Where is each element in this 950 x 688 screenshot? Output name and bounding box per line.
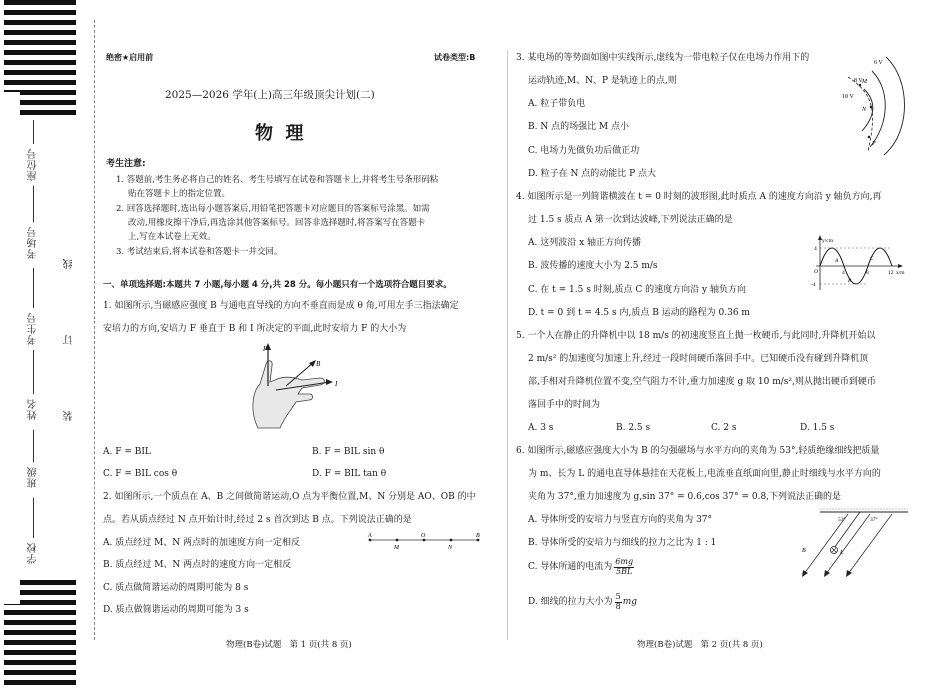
seat-line: [33, 120, 34, 144]
pt-m-label: M: [862, 79, 867, 85]
q1-stem: 1. 如图所示,当磁感应强度 B 与通电直导线的方向不垂直而是成 θ 角,可用左手三指法确定: [103, 301, 459, 311]
q6-d-suffix: mg: [622, 596, 638, 607]
left-hand-figure: [236, 342, 344, 430]
wave-yn4: -4: [811, 282, 816, 288]
pt-n-label: N: [862, 107, 867, 113]
section-heading: 一、单项选择题:本题共 7 小题,每小题 4 分,共 28 分。每小题只有一个选项符合题目要求。: [103, 280, 452, 290]
binding-field-area: [20, 120, 76, 580]
q5-option-c: C. 2 s: [711, 423, 737, 433]
pt-a: A: [368, 533, 372, 539]
pt-o: O: [421, 533, 426, 539]
cut-line: [94, 20, 95, 640]
q4-stem: 过 1.5 s 质点 A 第一次到达波峰,下列说法正确的是: [528, 215, 733, 225]
seat-label: 座位号: [28, 148, 39, 181]
q3-option-a: A. 粒子带负电: [528, 99, 586, 109]
page1-footer: 物理(B卷)试题 第 1 页(共 8 页): [226, 640, 352, 650]
equipotential-figure: [838, 55, 918, 157]
wave-xlabel: x/m: [896, 270, 905, 276]
q6-option-c: [528, 558, 634, 577]
pt-p-label: P: [872, 141, 876, 147]
q2-stem: 点。若从质点经过 N 点开始计时,经过 2 s 首次到达 B 点。下列说法正确的是: [103, 515, 412, 525]
wave-x4: 4: [842, 270, 845, 276]
q2-option-d: D. 质点做简谐运动的周期可能为 3 s: [103, 605, 249, 615]
name-label: 姓名: [28, 398, 39, 420]
q5-option-b: B. 2.5 s: [616, 423, 651, 433]
q6-c-fraction: [614, 558, 634, 577]
q3-stem: 运动轨迹,M、N、P 是轨迹上的点,则: [528, 76, 677, 86]
q6-d-prefix: D. 细线的拉力大小为: [528, 596, 613, 607]
q4-option-d: D. t = 0 到 t = 4.5 s 内,质点 B 运动的路程为 0.36 m: [528, 308, 750, 318]
q6-option-d: [528, 593, 637, 612]
notice-line: 1. 答题前,考生务必将自己的姓名、考生号填写在试卷和答题卡上,并将考生号条形码粘: [116, 175, 439, 185]
q6-option-b: B. 导体所受的安培力与细线的拉力之比为 1 : 1: [528, 538, 717, 548]
q6-option-a: A. 导体所受的安培力与竖直方向的夹角为 37°: [528, 515, 713, 525]
q2-option-a: A. 质点经过 M、N 两点时的加速度方向一定相反: [103, 538, 301, 548]
subject-title: 物 理: [255, 123, 304, 144]
q6-d-denominator: 8: [615, 601, 621, 611]
q5-stem: 部,手相对升降机位置不变,空气阻力不计,重力加速度 g 取 10 m/s²,则从抛出硬币到硬币: [528, 377, 876, 387]
angle-53: 53°: [838, 517, 846, 523]
pt-b: B: [476, 533, 480, 539]
q5-stem: 2 m/s² 的加速度匀加速上升,经过一段时间硬币落回手中。已知硬币没有碰到升降机顶: [528, 354, 869, 364]
q3-option-c: C. 电场力先做负功后做正功: [528, 146, 640, 156]
wave-x12: 12: [888, 270, 894, 276]
q6-c-denominator: 5BL: [616, 566, 633, 576]
binding-blank: [4, 92, 20, 604]
school-line: [33, 498, 34, 538]
magnetic-field-figure: [790, 508, 910, 580]
school-label: 学校: [28, 542, 39, 564]
conductor-l-label: L: [840, 550, 844, 556]
q2-option-b: B. 质点经过 M、N 两点时的速度方向一定相反: [103, 560, 292, 570]
notice-heading: 考生注意:: [106, 159, 146, 169]
wave-origin: O: [814, 269, 818, 275]
fig-label-f: F: [263, 345, 268, 353]
wave-pt-b: B: [848, 278, 852, 284]
wave-pt-a: A: [835, 258, 839, 264]
class-label: 班级: [28, 466, 39, 488]
order-mark: 订: [64, 334, 75, 345]
q5-stem: 5. 一个人在静止的升降机中以 18 m/s 的初速度竖直上抛一枚硬币,与此同时,升降机开始以: [516, 331, 876, 341]
q3-option-d: D. 粒子在 N 点的动能比 P 点大: [528, 169, 656, 179]
pt-m: M: [394, 545, 399, 551]
student-no-label: 考生号: [28, 312, 39, 345]
q6-d-numerator: 5: [615, 592, 621, 601]
q4-option-b: B. 波传播的速度大小为 2.5 m/s: [528, 261, 658, 271]
q4-stem: 4. 如图所示是一列简谐横波在 t = 0 时刻的波形图,此时质点 A 的速度方向沿 y 轴负方向,再: [516, 192, 882, 202]
angle-37: 37°: [870, 517, 878, 523]
name-line: [33, 350, 34, 394]
q6-stem: 6. 如图所示,磁感应强度大小为 B 的匀强磁场与水平方向的夹角为 53°,轻质绝缘细线把质量: [516, 446, 880, 456]
exam-room-line: [33, 186, 34, 222]
page2-footer: 物理(B卷)试题 第 2 页(共 8 页): [637, 640, 763, 650]
bind-mark: 装: [64, 410, 75, 421]
q5-stem: 落回手中的时间为: [528, 400, 601, 410]
pt-n: N: [448, 545, 453, 551]
notice-line: 3. 考试结束后,将本试卷和答题卡一并交回。: [116, 247, 283, 257]
q5-option-d: D. 1.5 s: [800, 423, 835, 433]
fig-label-b: B: [316, 360, 321, 368]
notice-line: 2. 回答选择题时,选出每小题答案后,用铅笔把答题卡对应题目的答案标号涂黑。如需: [116, 204, 430, 214]
secret-label: 绝密★启用前: [106, 53, 154, 62]
q4-option-c: C. 在 t = 1.5 s 时刻,质点 C 的速度方向沿 y 轴负方向: [528, 285, 746, 295]
q6-d-fraction: [615, 593, 622, 612]
q5-option-a: A. 3 s: [528, 423, 554, 433]
notice-line: 贴在答题卡上的指定位置。: [128, 189, 231, 199]
q3-stem: 3. 某电场的等势面如图中实线所示,虚线为一带电粒子仅在电场力作用下的: [516, 53, 810, 63]
v10-label: 10 V: [842, 94, 854, 100]
q2-stem: 2. 如图所示,一个质点在 A、B 之间做简谐运动,O 点为平衡位置,M、N 分别是 AO、OB 的中: [103, 492, 476, 502]
q1-option-a: A. F = BIL: [103, 447, 151, 457]
q6-stem: 为 m、长为 L 的通电直导体悬挂在天花板上,电流垂直纸面向里,静止时细线与水平方向的: [528, 469, 881, 479]
wave-ylabel: y/cm: [822, 238, 833, 244]
v6-label: 6 V: [874, 60, 883, 66]
exam-title: 2025—2026 学年(上)高三年级顶尖计划(二): [165, 89, 375, 101]
student-no-line: [33, 268, 34, 308]
wave-graph: [808, 234, 908, 294]
q2-option-c: C. 质点做简谐运动的周期可能为 8 s: [103, 583, 249, 593]
q6-stem: 夹角为 37°,重力加速度为 g,sin 37° = 0.6,cos 37° = 0.8,下列说法正确的是: [528, 492, 842, 502]
v8-label: 8 V: [854, 78, 863, 84]
q4-option-a: A. 这列波沿 x 轴正方向传播: [528, 238, 642, 248]
q6-c-numerator: 6mg: [615, 557, 634, 566]
q1-option-d: D. F = BIL tan θ: [312, 469, 387, 479]
line-mark: 线: [64, 258, 75, 269]
paper-type: 试卷类型:B: [434, 53, 476, 62]
field-b-label: B: [802, 548, 806, 554]
q1-option-c: C. F = BIL cos θ: [103, 469, 178, 479]
notice-line: 改动,用橡皮擦干净后,再选涂其他答案标号。回答非选择题时,将答案写在答题卡: [128, 218, 426, 228]
q6-c-prefix: C. 导体所通的电流为: [528, 561, 613, 572]
notice-line: 上,写在本试卷上无效。: [128, 232, 216, 242]
q1-option-b: B. F = BIL sin θ: [312, 447, 385, 457]
q3-option-b: B. N 点的场强比 M 点小: [528, 122, 630, 132]
wave-y4: 4: [814, 246, 817, 252]
page-separator: [507, 50, 508, 640]
class-line: [33, 430, 34, 462]
q1-stem: 安培力的方向,安培力 F 垂直于 B 和 I 所决定的平面,此时安培力 F 的大小为: [103, 324, 407, 334]
wave-pt-c: C: [870, 256, 874, 262]
wave-x8: 8: [866, 270, 869, 276]
fig-label-i: I: [335, 380, 338, 388]
shm-line-figure: [366, 530, 484, 552]
exam-room-label: 考场号: [28, 226, 39, 259]
